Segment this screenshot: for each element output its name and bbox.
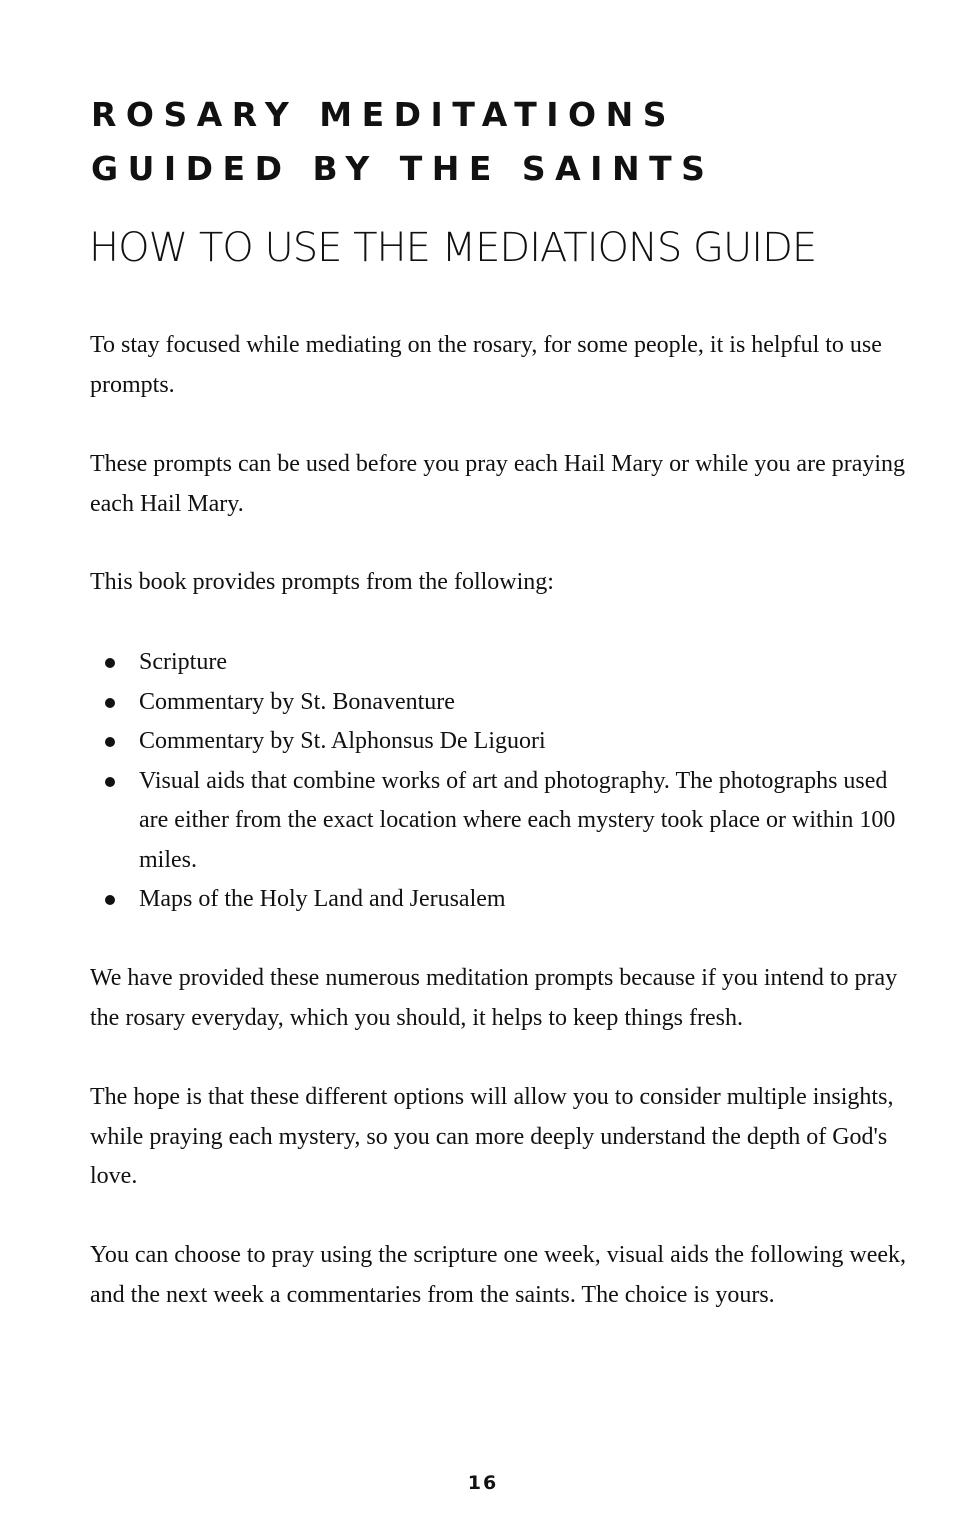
- paragraph-keep-fresh: We have provided these numerous meditation prompts because if you intend to pray the rosary everyday, which you should, it helps to keep things fresh.: [90, 965, 898, 1031]
- paragraph-focus-prompts: To stay focused while mediating on the rosary, for some people, it is helpful to use prompts.: [90, 332, 882, 398]
- paragraph-list-intro: This book provides prompts from the following:: [90, 569, 554, 595]
- bullet-icon: [105, 658, 115, 668]
- list-item: [90, 643, 910, 683]
- book-title-line-2: GUIDED BY THE SAINTS: [91, 149, 715, 188]
- list-item: [90, 762, 910, 881]
- list-item: [90, 880, 910, 920]
- section-heading: HOW TO USE THE MEDIATIONS GUIDE: [89, 225, 817, 271]
- list-item: [90, 722, 910, 762]
- paragraph-choice: You can choose to pray using the scripture one week, visual aids the following week, and the next week a commentaries from the saints. The choice is yours.: [90, 1242, 907, 1308]
- prompt-sources-list: [90, 643, 910, 920]
- bullet-icon: [105, 698, 115, 708]
- book-title: [91, 88, 714, 196]
- bullet-icon: [105, 895, 115, 905]
- bullet-icon: [105, 777, 115, 787]
- list-item-text: Commentary by St. Alphonsus De Liguori: [139, 728, 546, 754]
- list-item-text: Maps of the Holy Land and Jerusalem: [139, 886, 506, 912]
- book-title-line-1: ROSARY MEDITATIONS: [91, 95, 676, 134]
- list-item: [90, 683, 910, 723]
- list-item-text: Commentary by St. Bonaventure: [139, 688, 455, 715]
- page-number: 16: [467, 1472, 499, 1494]
- paragraph-hope: The hope is that these different options will allow you to consider multiple insights, while praying each mystery, so you can more deeply understand the depth of God's love.: [90, 1084, 894, 1189]
- paragraph-prompt-usage: These prompts can be used before you pray each Hail Mary or while you are praying each Hail Mary.: [90, 451, 906, 517]
- list-item-text: Scripture: [139, 649, 227, 675]
- bullet-icon: [105, 737, 115, 747]
- list-item-text: Visual aids that combine works of art and photography. The photographs used are either from the exact location where each mystery took place or within 100 miles.: [139, 767, 896, 873]
